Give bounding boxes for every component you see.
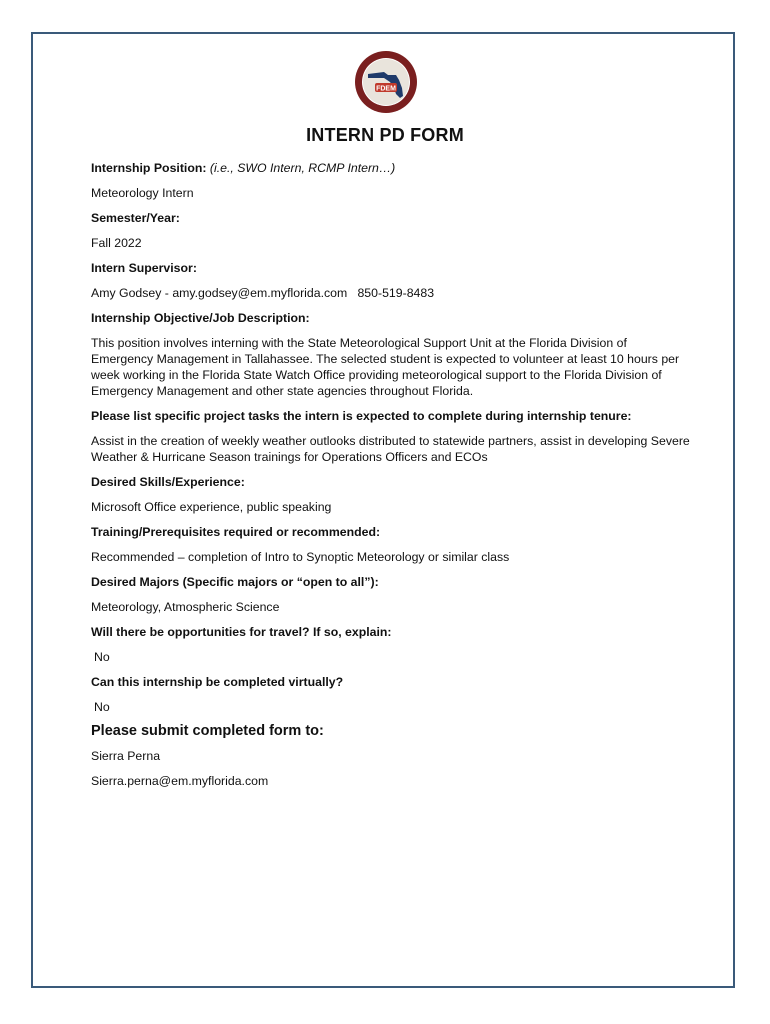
supervisor-value: Amy Godsey - amy.godsey@em.myflorida.com 850-519-8483 xyxy=(91,286,435,300)
submit-name: Sierra Perna xyxy=(91,749,161,763)
training-value: Recommended – completion of Intro to Synoptic Meteorology or similar class xyxy=(91,550,510,564)
majors-value: Meteorology, Atmospheric Science xyxy=(91,600,280,614)
majors-label: Desired Majors (Specific majors or “open to all”): xyxy=(91,575,379,589)
logo-text: FDEM xyxy=(376,85,396,93)
position-hint: (i.e., SWO Intern, RCMP Intern…) xyxy=(209,161,396,175)
submit-email: Sierra.perna@em.myflorida.com xyxy=(91,774,269,788)
position-value: Meteorology Intern xyxy=(91,186,194,200)
tasks-value: Assist in the creation of weekly weather outlooks distributed to statewide partners, assist in developing Severe Weather & Hurricane Season trainings for Operations Officers and ECOs xyxy=(91,434,690,464)
fdem-seal-logo xyxy=(354,50,418,114)
travel-value: No xyxy=(94,650,110,664)
tasks-label: Please list specific project tasks the intern is expected to complete during internship tenure: xyxy=(91,409,632,423)
form-title: INTERN PD FORM xyxy=(306,125,464,145)
training-label: Training/Prerequisites required or recommended: xyxy=(91,525,381,539)
form-content xyxy=(91,160,691,789)
objective-label: Internship Objective/Job Description: xyxy=(91,311,310,325)
skills-label: Desired Skills/Experience: xyxy=(91,475,245,489)
virtual-value: No xyxy=(94,700,110,714)
objective-value: This position involves interning with the State Meteorological Support Unit at the Florida Division of Emergency Management in Tallahassee. The selected student is expected to volunteer at least 10 hours per week working in the Florida State Watch Office providing meteorological support to the Florida Division of Emergency Management and other state agencies throughout Florida. xyxy=(91,336,680,398)
skills-value: Microsoft Office experience, public speaking xyxy=(91,500,332,514)
position-label: Internship Position: (i.e., SWO Intern, RCMP Intern…) xyxy=(91,161,396,175)
submit-label: Please submit completed form to: xyxy=(91,723,324,739)
semester-value: Fall 2022 xyxy=(91,236,142,250)
semester-label: Semester/Year: xyxy=(91,211,180,225)
travel-label: Will there be opportunities for travel? If so, explain: xyxy=(91,625,392,639)
supervisor-label: Intern Supervisor: xyxy=(91,261,197,275)
virtual-label: Can this internship be completed virtually? xyxy=(91,675,344,689)
